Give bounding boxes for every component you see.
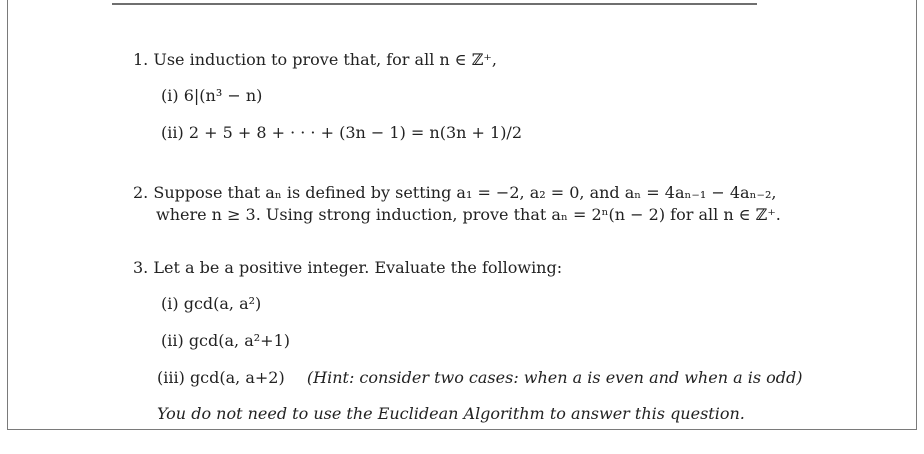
q2-line-2 (156, 206, 781, 224)
q1-part-i-label: (i) (161, 86, 179, 105)
q2-number: 2. (133, 183, 149, 202)
top-rule (112, 3, 757, 5)
q1-part-i (161, 87, 262, 105)
q1-line (133, 51, 497, 69)
q3-part-ii (161, 332, 290, 350)
q3-text: Let a be a positive integer. Evaluate the following: (153, 258, 563, 277)
q1-part-ii (161, 124, 522, 142)
q2-line-1 (133, 184, 776, 202)
q3-part-iii-text: gcd(a, a+2) (189, 368, 285, 387)
q1-part-i-text: 6|(n³ − n) (183, 86, 263, 105)
q3-note: You do not need to use the Euclidean Algorithm to answer this question. (157, 404, 745, 423)
q1-number: 1. (133, 50, 149, 69)
q2-text-2: where n ≥ 3. Using strong induction, prove that aₙ = 2ⁿ(n − 2) for all n ∈ ℤ⁺. (156, 205, 781, 224)
q2-text-1: Suppose that aₙ is defined by setting a₁ = −2, a₂ = 0, and aₙ = 4aₙ₋₁ − 4aₙ₋₂, (153, 183, 777, 202)
q3-part-ii-text: gcd(a, a²+1) (188, 331, 290, 350)
q3-line (133, 259, 562, 277)
q3-part-iii (157, 369, 803, 387)
q3-part-iii-label: (iii) (157, 368, 185, 387)
q1-part-ii-label: (ii) (161, 123, 184, 142)
q3-part-i-text: gcd(a, a²) (183, 294, 262, 313)
q3-number: 3. (133, 258, 149, 277)
q1-text: Use induction to prove that, for all n ∈ ℤ⁺, (153, 50, 497, 69)
q3-part-i-label: (i) (161, 294, 179, 313)
q3-part-ii-label: (ii) (161, 331, 184, 350)
q3-hint: (Hint: consider two cases: when a is even and when a is odd) (306, 368, 803, 387)
q3-part-i (161, 295, 261, 313)
q1-part-ii-text: 2 + 5 + 8 + · · · + (3n − 1) = n(3n + 1)/2 (188, 123, 522, 142)
